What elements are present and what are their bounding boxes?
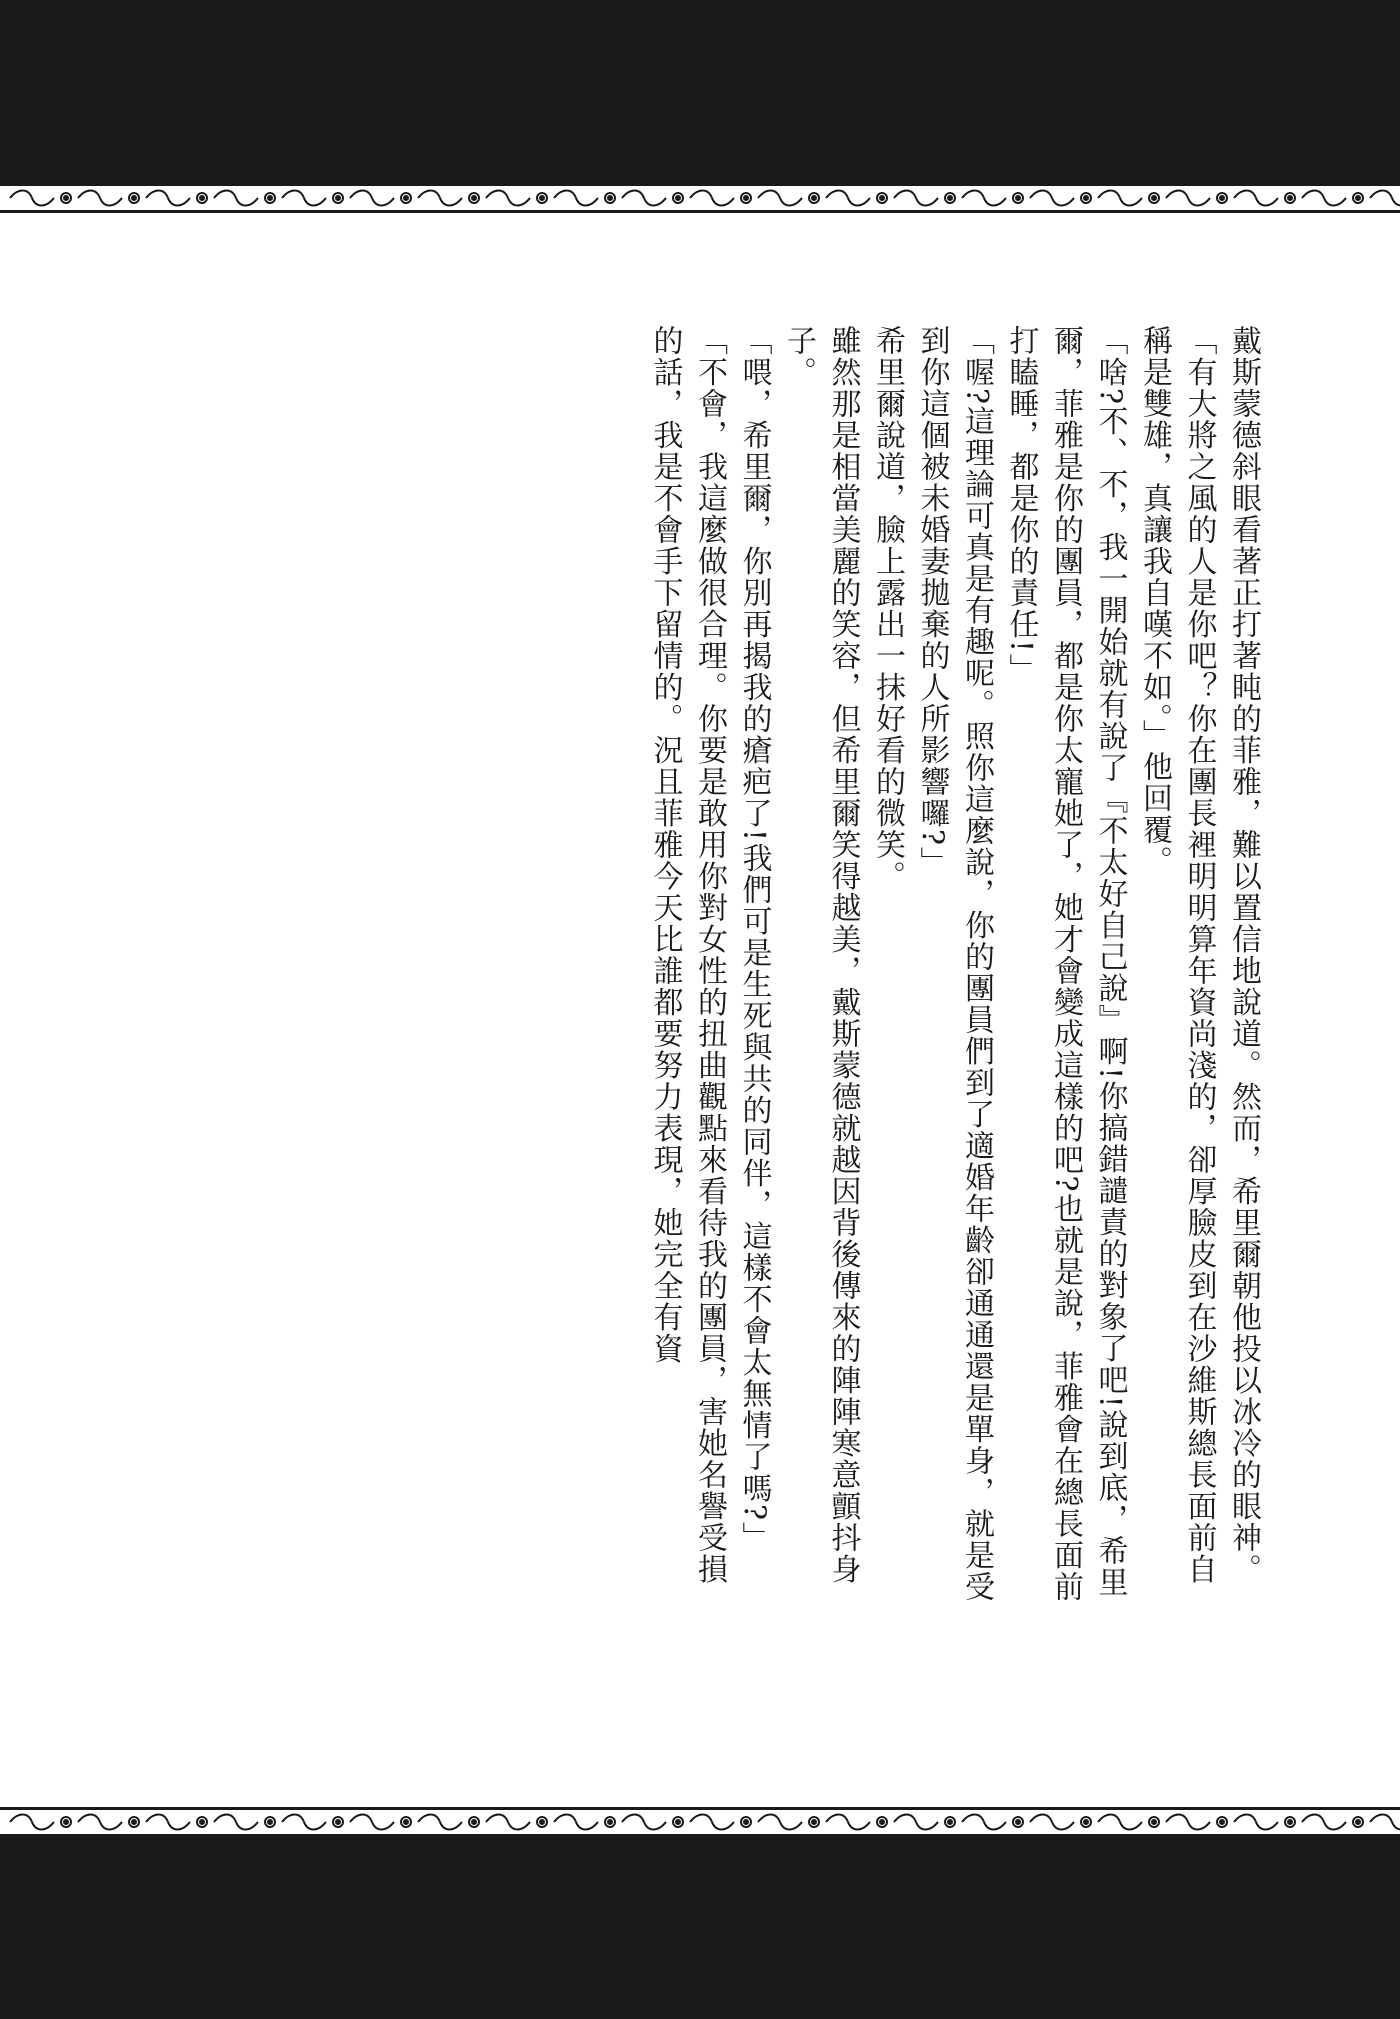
bottom-ornament-border <box>0 1807 1400 1837</box>
top-dark-band <box>0 0 1400 183</box>
paragraph-2: 「有大將之風的人是你吧？你在團長裡明明算年資尚淺的，卻厚臉皮到在沙維斯總長面前自稱是雙雄，真讓我自嘆不如。」他回覆。 <box>1137 325 1217 1585</box>
paragraph-3: 「啥?不、不，我一開始就有說了『不太好自己說』啊!你搞錯譴責的對象了吧!說到底，希里爾，菲雅是你的團員，都是你太寵她了，她才會變成這樣的吧?也就是說，菲雅會在總長面前打瞌睡，都是你的責任!」 <box>1003 325 1128 1603</box>
vertical-text-body <box>642 325 1265 1610</box>
paragraph-8: 「不會，我這麼做很合理。你要是敢用你對女性的扭曲觀點來看待我的團員，害她名譽受損的話，我是不會手下留情的。況且菲雅今天比誰都要努力表現，她完全有資 <box>647 325 727 1585</box>
top-ornament-border <box>0 183 1400 213</box>
paragraph-4: 「喔?這理論可真是有趣呢。照你這麼說，你的團員們到了適婚年齡卻通通還是單身，就是受到你這個被未婚妻拋棄的人所影響囉?」 <box>914 325 994 1603</box>
paragraph-7: 「喂，希里爾，你別再揭我的瘡疤了!我們可是生死與共的同伴，這樣不會太無情了嗎?」 <box>736 325 772 1554</box>
bottom-dark-band <box>0 1837 1400 2019</box>
paragraph-5: 希里爾說道，臉上露出一抹好看的微笑。 <box>870 325 905 892</box>
paragraph-1: 戴斯蒙德斜眼看著正打著盹的菲雅，難以置信地說道。然而，希里爾朝他投以冰冷的眼神。 <box>1226 325 1261 1585</box>
paragraph-6: 雖然那是相當美麗的笑容，但希里爾笑得越美，戴斯蒙德就越因背後傳來的陣陣寒意顫抖身子。 <box>781 325 861 1585</box>
